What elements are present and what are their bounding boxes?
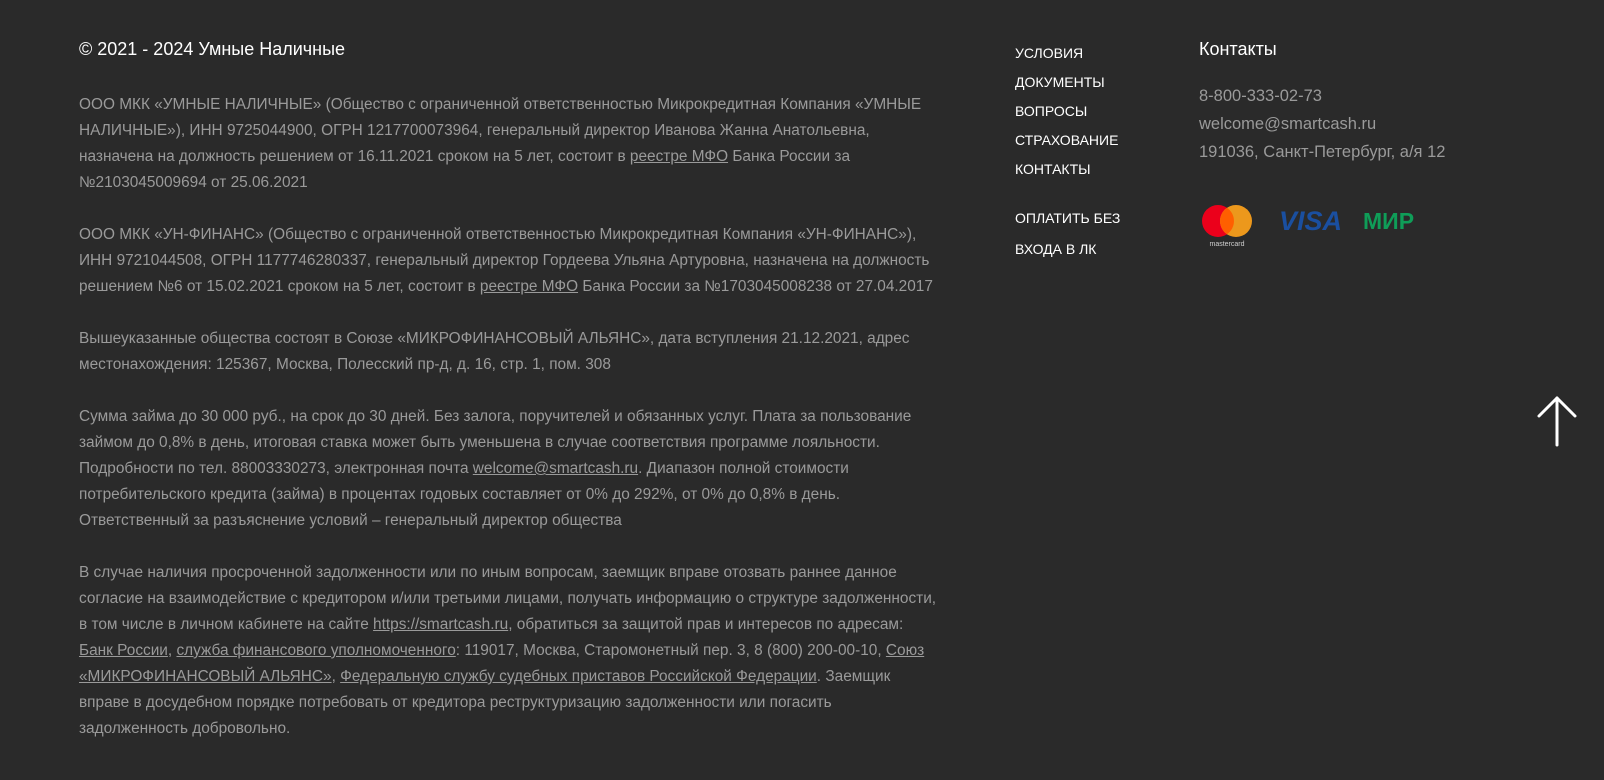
contacts-title: Контакты bbox=[1199, 39, 1277, 59]
financial-ombudsman-link[interactable]: служба финансового уполномоченного bbox=[176, 642, 456, 659]
paragraph-text: . Диапазон полной стоимости потребительского кредита (займа) в процентах годовых составляет от 0% до 292%, от 0% до 0,8% в день. Ответственный за разъяснение условий – генеральный директор общества bbox=[79, 460, 849, 529]
nav-link-contacts[interactable]: КОНТАКТЫ bbox=[1015, 161, 1091, 177]
contacts-column bbox=[1199, 36, 1539, 166]
paragraph-text: : 119017, Москва, Старомонетный пер. 3, 8 (800) 200-00-10, bbox=[455, 642, 886, 659]
microfinance-alliance-link[interactable]: Союз «МИКРОФИНАНСОВЫЙ АЛЬЯНС» bbox=[79, 642, 925, 685]
bank-of-russia-link[interactable]: Банк России bbox=[79, 642, 168, 659]
nav-link-insurance[interactable]: СТРАХОВАНИЕ bbox=[1015, 132, 1119, 148]
paragraph-text: Банка России за №2103045009694 от 25.06.2021 bbox=[79, 148, 851, 191]
nav-link-questions[interactable]: ВОПРОСЫ bbox=[1015, 103, 1088, 119]
paragraph-text: В случае наличия просроченной задолженности или по иным вопросам, заемщик вправе отозвать раннее данное согласие на взаимодействие с кредитором и/или третьими лицами, получать информацию о структуре задолженности, в том числе в личном кабинете на сайте bbox=[79, 564, 937, 633]
paragraph-text: ООО МКК «УН-ФИНАНС» (Общество с ограниченной ответственностью Микрокредитная Компания «УН-ФИНАНС»), ИНН 9721044508, ОГРН 1177746280337, генеральный директор Гордеева Ульяна Артуровна, назначена на должность решением №6 от 15.02.2021 сроком на 5 лет, состоит в bbox=[79, 226, 930, 295]
legal-paragraph-4 bbox=[79, 404, 939, 534]
arrow-up-icon bbox=[1535, 395, 1579, 447]
mir-logo bbox=[1361, 208, 1431, 234]
nav-link-conditions[interactable]: УСЛОВИЯ bbox=[1015, 45, 1084, 61]
legal-info-column bbox=[79, 36, 939, 768]
phone-link[interactable]: 8-800-333-02-73 bbox=[1199, 87, 1322, 105]
postal-address: 191036, Санкт-Петербург, а/я 12 bbox=[1199, 143, 1446, 161]
paragraph-text: Сумма займа до 30 000 руб., на срок до 30 дней. Без залога, поручителей и обязанных услуг. Плата за пользование займом до 0,8% в день, итоговая ставка может быть уменьшена в случае соответствия программе лояльности. Подробности по тел. 88003330273, электронная почта bbox=[79, 408, 912, 477]
paragraph-text: , bbox=[167, 642, 177, 659]
site-link[interactable]: https://smartcash.ru bbox=[373, 616, 509, 633]
paragraph-text: Банка России за №1703045008238 от 27.04.2017 bbox=[578, 278, 933, 295]
email-link[interactable]: welcome@smartcash.ru bbox=[472, 460, 639, 477]
legal-paragraph-1 bbox=[79, 92, 939, 196]
nav-link-documents[interactable]: ДОКУМЕНТЫ bbox=[1015, 74, 1105, 90]
paragraph-text: , bbox=[331, 668, 341, 685]
paragraph-text: . Заемщик вправе в досудебном порядке потребовать от кредитора реструктуризацию задолженности или погасить задолженность добровольно. bbox=[79, 668, 891, 737]
svg-text:mastercard: mastercard bbox=[1209, 241, 1245, 248]
contact-email-link[interactable]: welcome@smartcash.ru bbox=[1199, 115, 1377, 133]
mfo-registry-link-1[interactable]: реестре МФО bbox=[629, 148, 729, 165]
svg-text:МИР: МИР bbox=[1363, 208, 1415, 234]
scroll-to-top-button[interactable] bbox=[1535, 395, 1579, 447]
paragraph-text: ООО МКК «УМНЫЕ НАЛИЧНЫЕ» (Общество с ограниченной ответственностью Микрокредитная Компания «УМНЫЕ НАЛИЧНЫЕ»), ИНН 9725044900, ОГРН 1217700073964, генеральный директор Иванова Жанна Анатольевна, назначена на должность решением от 16.11.2021 сроком на 5 лет, состоит в bbox=[79, 96, 922, 165]
legal-paragraph-2 bbox=[79, 222, 939, 300]
mfo-registry-link-2[interactable]: реестре МФО bbox=[479, 278, 579, 295]
visa-logo bbox=[1277, 208, 1345, 234]
bailiffs-service-link[interactable]: Федеральную службу судебных приставов Российской Федерации bbox=[340, 668, 817, 685]
svg-text:VISA: VISA bbox=[1279, 208, 1343, 234]
legal-paragraph-5 bbox=[79, 560, 939, 742]
paragraph-text: , обратиться за защитой прав и интересов по адресам: bbox=[508, 616, 904, 633]
mastercard-logo bbox=[1199, 203, 1255, 249]
pay-without-login-link[interactable]: ОПЛАТИТЬ БЕЗ ВХОДА В ЛК bbox=[1015, 210, 1121, 257]
footer-nav bbox=[1015, 39, 1185, 265]
copyright-text: © 2021 - 2024 Умные Наличные bbox=[79, 39, 346, 59]
legal-paragraph-3: Вышеуказанные общества состоят в Союзе «МИКРОФИНАНСОВЫЙ АЛЬЯНС», дата вступления 21.12.2021, адрес местонахождения: 125367, Москва, Полесский пр-д, д. 16, стр. 1, пом. 308 bbox=[79, 330, 910, 373]
